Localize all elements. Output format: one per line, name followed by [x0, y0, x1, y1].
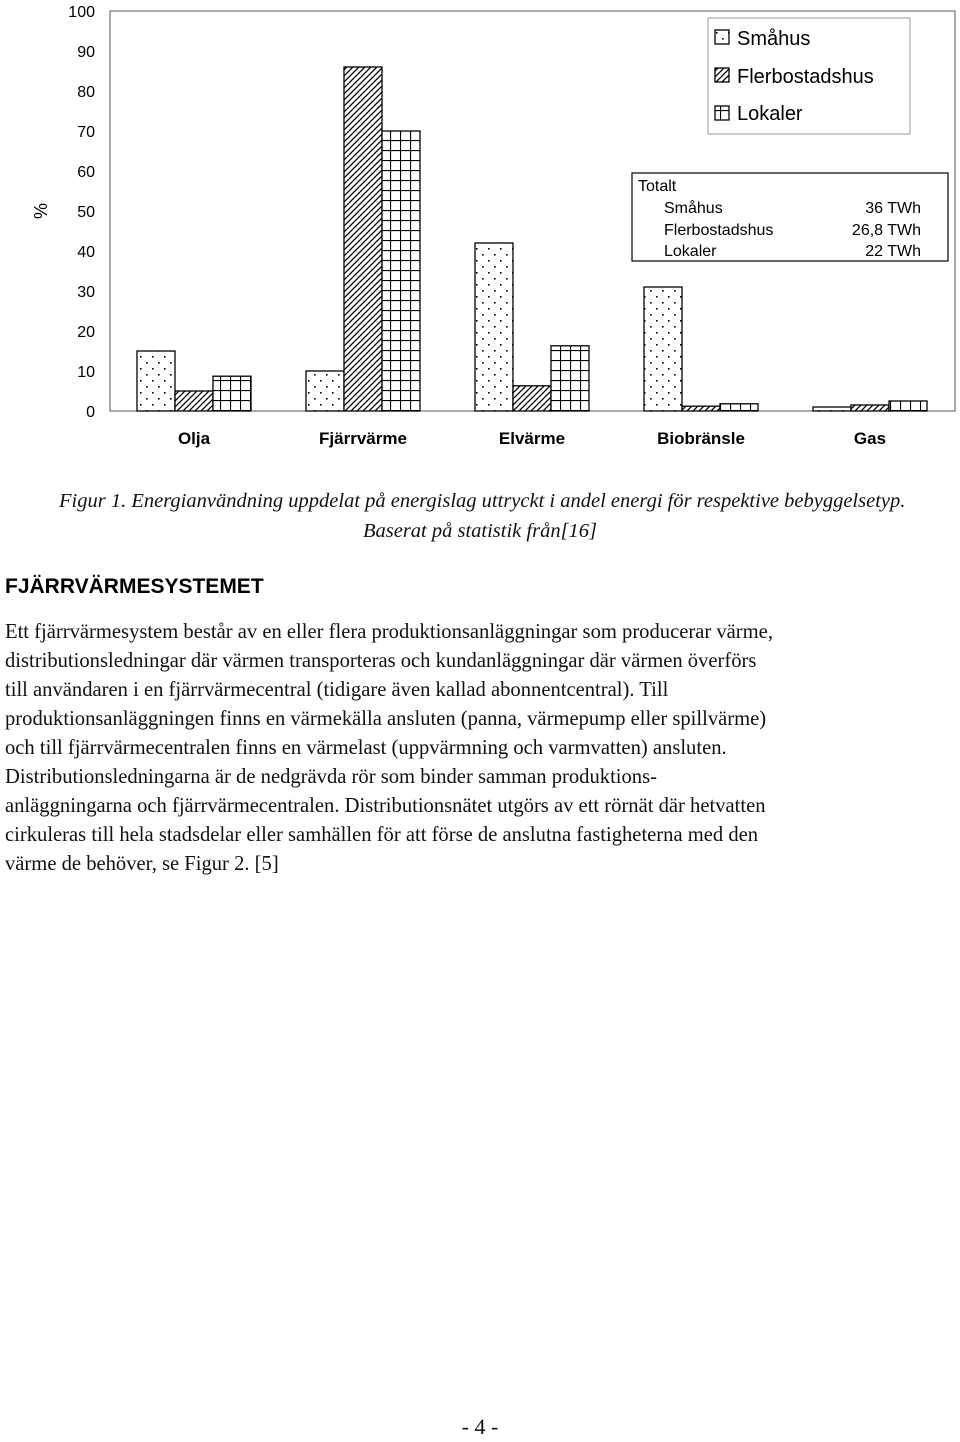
bar-smahus-gas [813, 407, 851, 411]
totals-value-smahus: 36 TWh [865, 200, 921, 217]
x-tick-labels [178, 429, 886, 448]
bar-flerbostadshus-gas [851, 405, 889, 411]
y-tick-label: 80 [77, 84, 95, 101]
legend-label-smahus: Småhus [737, 28, 811, 50]
paragraph-line: Ett fjärrvärmesystem består av en eller flera produktionsanläggningar som producerar värme, [5, 621, 773, 643]
paragraph-line: Distributionsledningarna är de nedgrävda rör som binder samman produktions- [5, 766, 657, 788]
legend-label-flerbostadshus: Flerbostadshus [737, 66, 874, 88]
bar-smahus-olja [137, 351, 175, 411]
totals-label-flerbostadshus: Flerbostadshus [664, 222, 774, 239]
x-tick-label: Fjärrvärme [319, 429, 407, 448]
bar-smahus-biobränsle [644, 287, 682, 411]
totals-label-lokaler: Lokaler [664, 243, 717, 260]
bar-flerbostadshus-biobränsle [682, 406, 720, 411]
x-tick-label: Gas [853, 429, 887, 448]
bar-lokaler-fjärrvärme [382, 131, 420, 411]
totals-title: Totalt [638, 178, 677, 195]
paragraph-line: värme de behöver, se Figur 2. [5] [5, 853, 279, 875]
totals-box [632, 173, 948, 261]
y-tick-label: 30 [77, 284, 95, 301]
bar-smahus-elvärme [475, 243, 513, 411]
y-tick-label: 60 [77, 164, 95, 181]
legend-swatch-lokaler [715, 106, 729, 120]
totals-value-lokaler: 22 TWh [865, 243, 921, 260]
bar-smahus-fjärrvärme [306, 371, 344, 411]
bar-lokaler-gas [889, 401, 927, 411]
y-tick-label: 100 [68, 4, 95, 21]
y-tick-label: 90 [77, 44, 95, 61]
bar-flerbostadshus-olja [175, 391, 213, 411]
y-tick-label: 40 [77, 244, 95, 261]
caption-line-1: Figur 1. Energianvändning uppdelat på energislag uttryckt i andel energi för respektive bebyggelsetyp. [59, 490, 906, 512]
y-tick-label: 20 [77, 324, 95, 341]
bar-lokaler-biobränsle [720, 404, 758, 411]
bar-lokaler-elvärme [551, 346, 589, 411]
paragraph-line: till användaren i en fjärrvärmecentral (tidigare även kallad abonnentcentral). Till [5, 679, 669, 701]
section-heading: FJÄRRVÄRMESYSTEMET [5, 575, 264, 598]
paragraph-line: produktionsanläggningen finns en värmekälla ansluten (panna, värmepump eller spillvärme) [5, 708, 767, 730]
figure-caption [0, 486, 960, 546]
paragraph-line: cirkuleras till hela stadsdelar eller samhällen för att förse de anslutna fastigheterna med den [5, 824, 759, 846]
x-tick-label: Elvärme [498, 429, 566, 448]
paragraph-line: och till fjärrvärmecentralen finns en värmelast (uppvärmning och varmvatten) ansluten. [5, 737, 727, 759]
legend-swatch-smahus [715, 30, 729, 44]
y-tick-label: 10 [77, 364, 95, 381]
legend [708, 18, 910, 134]
energy-bar-chart [0, 0, 960, 470]
totals-label-smahus: Småhus [664, 200, 723, 217]
y-tick-label: 70 [77, 124, 95, 141]
legend-label-lokaler: Lokaler [737, 103, 803, 125]
y-tick-labels [68, 4, 95, 421]
legend-swatch-flerbostadshus [715, 68, 729, 82]
paragraph-line: anläggningarna och fjärrvärmecentralen. Distributionsnätet utgörs av ett rörnät där hetvatten [5, 795, 766, 817]
y-axis-label: % [30, 202, 51, 220]
body-paragraph [5, 618, 950, 879]
caption-line-2: Baserat på statistik från[16] [362, 520, 598, 542]
bar-flerbostadshus-elvärme [513, 386, 551, 411]
bar-lokaler-olja [213, 376, 251, 411]
page-number: - 4 - [461, 1414, 499, 1439]
paragraph-line: distributionsledningar där värmen transporteras och kundanläggningar där värmen överförs [5, 650, 757, 672]
x-tick-label: Biobränsle [657, 429, 745, 448]
y-tick-label: 0 [86, 404, 95, 421]
x-tick-label: Olja [177, 429, 211, 448]
totals-value-flerbostadshus: 26,8 TWh [851, 222, 921, 239]
y-tick-label: 50 [77, 204, 95, 221]
bar-flerbostadshus-fjärrvärme [344, 67, 382, 411]
